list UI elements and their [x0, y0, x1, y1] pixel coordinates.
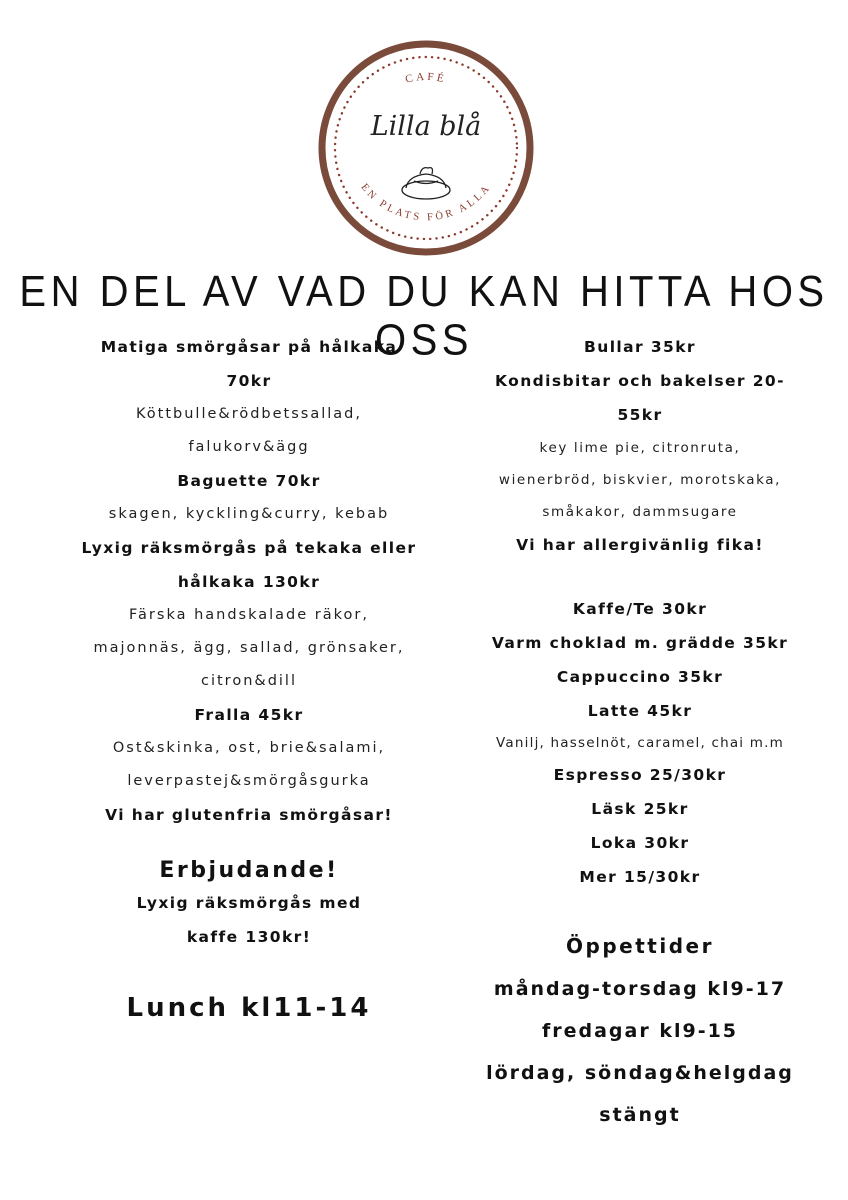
page-heading: EN DEL AV VAD DU KAN HITTA HOS OSS	[19, 268, 829, 365]
drink-item: Cappuccino 35kr	[556, 668, 724, 686]
menu-item-title: hålkaka 130kr	[177, 573, 321, 591]
gluten-note: Vi har glutenfria smörgåsar!	[105, 806, 393, 824]
menu-item-desc: Köttbulle&rödbetssallad,	[136, 406, 362, 422]
menu-item-price: 70kr	[226, 372, 272, 390]
offer-line: kaffe 130kr!	[186, 928, 312, 946]
drink-item: Latte 45kr	[587, 702, 693, 720]
logo-bottom-text: EN PLATS FÖR ALLA	[358, 181, 494, 224]
opening-hours-line: stängt	[599, 1104, 681, 1126]
menu-item-desc: Ost&skinka, ost, brie&salami,	[112, 740, 386, 756]
logo-top-text: CAFÉ	[404, 70, 448, 86]
menu-item-desc: key lime pie, citronruta,	[539, 440, 741, 456]
menu-item-title: 55kr	[617, 406, 663, 424]
menu-item-desc: wienerbröd, biskvier, morotskaka,	[498, 472, 782, 488]
menu-item-title: Lyxig räksmörgås på tekaka eller	[81, 539, 417, 557]
allergy-note: Vi har allergivänlig fika!	[516, 536, 764, 554]
menu-item-desc: citron&dill	[201, 673, 297, 689]
drink-item: Mer 15/30kr	[579, 868, 701, 886]
opening-hours-line: måndag-torsdag kl9-17	[493, 978, 787, 1000]
menu-item-desc: Färska handskalade räkor,	[129, 607, 369, 623]
drink-item: Loka 30kr	[590, 834, 690, 852]
offer-line: Lyxig räksmörgås med	[136, 894, 362, 912]
fika-drinks-column	[446, 330, 834, 1136]
lunch-hours: Lunch kl11-14	[126, 993, 372, 1023]
menu-item-title: Bullar 35kr	[584, 338, 696, 356]
opening-hours-line: fredagar kl9-15	[541, 1020, 739, 1042]
menu-item-desc: falukorv&ägg	[188, 439, 310, 455]
menu-item-title: Matiga smörgåsar på hålkaka	[100, 338, 398, 356]
opening-hours-line: lördag, söndag&helgdag	[486, 1062, 794, 1084]
menu-item-desc: småkakor, dammsugare	[542, 504, 738, 520]
menu-item-desc: majonnäs, ägg, sallad, grönsaker,	[93, 640, 405, 656]
logo-name: Lilla blå	[370, 111, 482, 142]
drink-item: Varm choklad m. grädde 35kr	[491, 634, 789, 652]
cafe-logo	[318, 40, 534, 256]
opening-hours-title: Öppettider	[566, 934, 714, 958]
drink-item: Espresso 25/30kr	[553, 766, 727, 784]
menu-item-title: Fralla 45kr	[194, 706, 304, 724]
menu-item-desc: leverpastej&smörgåsgurka	[127, 773, 371, 789]
drink-item: Läsk 25kr	[591, 800, 689, 818]
latte-flavors: Vanilj, hasselnöt, caramel, chai m.m	[496, 735, 784, 751]
food-column	[34, 330, 464, 1026]
menu-item-title: Kondisbitar och bakelser 20-	[495, 372, 785, 390]
drink-item: Kaffe/Te 30kr	[572, 600, 708, 618]
menu-item-title: Baguette 70kr	[177, 472, 321, 490]
offer-title: Erbjudande!	[159, 858, 339, 883]
menu-item-desc: skagen, kyckling&curry, kebab	[108, 506, 390, 522]
